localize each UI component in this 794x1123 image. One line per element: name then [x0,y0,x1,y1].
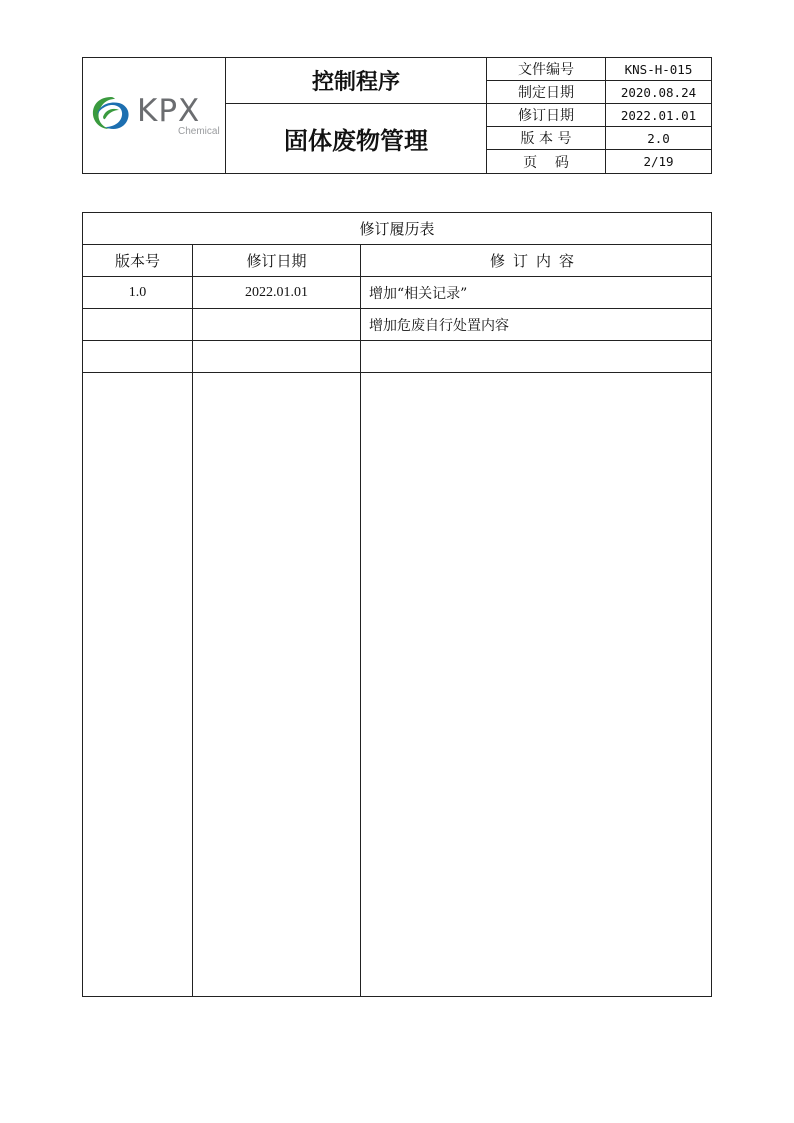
table-row [83,309,712,341]
table-title: 修订履历表 [83,213,712,245]
column-header-content: 修订内容 [361,245,712,277]
meta-label: 修订日期 [487,104,606,126]
cell-version [83,341,193,373]
cell-date [193,373,361,997]
cell-version [83,373,193,997]
logo-sub-text: Chemical [178,126,220,137]
meta-value: 2022.01.01 [620,107,697,123]
meta-value: 2.0 [647,130,670,146]
table-title-row [83,213,712,245]
meta-label: 页 码 [487,150,606,173]
meta-row-page [487,150,711,173]
meta-row-doc-number [487,58,711,81]
column-header-version: 版本号 [83,245,193,277]
meta-label: 版 本 号 [487,127,606,149]
revision-history-table [82,212,712,997]
cell-content [361,373,712,997]
table-row [83,341,712,373]
doc-main-title: 固体废物管理 [226,104,487,173]
cell-content: 增加危废自行处置内容 [361,309,712,341]
meta-label: 文件编号 [487,58,606,80]
cell-date [193,309,361,341]
cell-content [361,341,712,373]
table-row [83,277,712,309]
table-header-row [83,245,712,277]
meta-label: 制定日期 [487,81,606,103]
cell-date [193,341,361,373]
meta-row-version [487,127,711,150]
meta-row-created-date [487,81,711,104]
doc-category-title: 控制程序 [226,58,487,104]
document-header [82,57,712,174]
meta-value: KNS-H-015 [624,61,693,77]
cell-version: 1.0 [83,277,193,309]
column-header-date: 修订日期 [193,245,361,277]
meta-row-revised-date [487,104,711,127]
cell-content: 增加“相关记录” [361,277,712,309]
meta-value: 2020.08.24 [620,84,697,100]
logo-cell [83,58,226,173]
doc-meta-grid [487,58,711,173]
kpx-logo-icon [89,93,133,133]
logo-brand-text: KPX [137,93,201,129]
cell-version [83,309,193,341]
meta-value: 2/19 [643,154,674,169]
table-row-blank-tall [83,373,712,997]
cell-date: 2022.01.01 [193,277,361,309]
